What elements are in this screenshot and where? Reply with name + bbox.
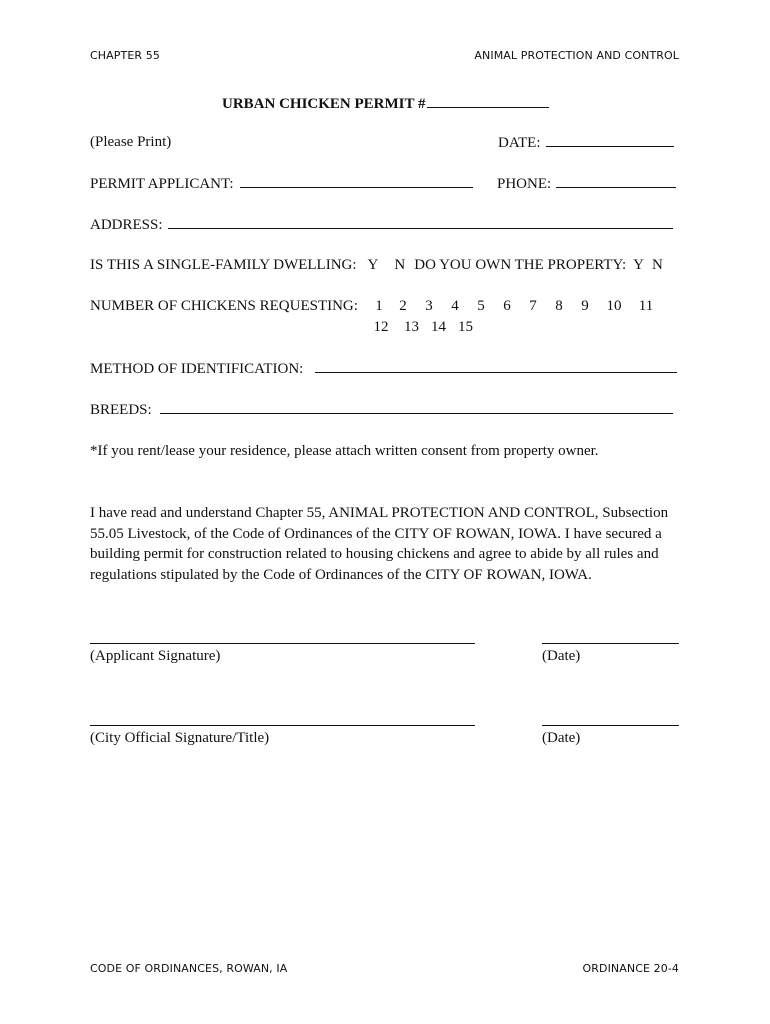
own-option-yes[interactable]: Y [633, 257, 644, 273]
chicken-option[interactable]: 6 [503, 298, 511, 314]
chicken-option[interactable]: 2 [399, 298, 407, 314]
address-row [90, 216, 673, 234]
chicken-option[interactable]: 9 [581, 298, 589, 314]
date-label: DATE: [498, 135, 541, 151]
applicant-signature-label: (Applicant Signature) [90, 648, 221, 664]
date-field[interactable] [546, 134, 674, 147]
statement-line: 55.05 Livestock, of the Code of Ordinances of the CITY OF ROWAN, IOWA. I have secured a [90, 525, 662, 542]
breeds-field[interactable] [160, 401, 673, 414]
rent-note: *If you rent/lease your residence, please attach written consent from property owner. [90, 443, 599, 459]
dwelling-row [90, 257, 663, 274]
chicken-option[interactable]: 1 [375, 298, 383, 314]
official-signature-label: (City Official Signature/Title) [90, 730, 270, 746]
chicken-options-row-2 [372, 319, 479, 336]
statement-paragraph [90, 503, 690, 585]
date-row [498, 134, 674, 152]
please-print-note: (Please Print) [90, 134, 172, 150]
official-date-label: (Date) [542, 730, 581, 746]
chicken-option[interactable]: 7 [529, 298, 537, 314]
identification-label: METHOD OF IDENTIFICATION: [90, 361, 304, 377]
chicken-option[interactable]: 4 [451, 298, 459, 314]
phone-row [497, 175, 676, 193]
chicken-option[interactable]: 13 [404, 319, 419, 335]
footer-code: CODE OF ORDINANCES, ROWAN, IA [90, 962, 288, 975]
statement-line: regulations stipulated by the Code of Ordinances of the CITY OF ROWAN, IOWA. [90, 566, 592, 583]
rent-note-row [90, 443, 599, 460]
chicken-options-row-1 [372, 298, 662, 315]
applicant-field[interactable] [240, 175, 473, 188]
header-section-title: ANIMAL PROTECTION AND CONTROL [474, 49, 679, 62]
official-signature-line[interactable] [90, 725, 475, 726]
own-question: DO YOU OWN THE PROPERTY: [414, 257, 627, 273]
permit-number-field[interactable] [427, 94, 549, 108]
own-option-no[interactable]: N [651, 257, 663, 273]
identification-field[interactable] [315, 360, 677, 373]
statement-line: I have read and understand Chapter 55, ANIMAL PROTECTION AND CONTROL, Subsection [90, 505, 669, 521]
chicken-option[interactable]: 15 [458, 319, 473, 335]
chickens-label: NUMBER OF CHICKENS REQUESTING: [90, 298, 358, 314]
applicant-row [90, 175, 473, 193]
identification-row [90, 360, 677, 378]
form-title-text: URBAN CHICKEN PERMIT # [222, 96, 426, 112]
phone-field[interactable] [556, 175, 676, 188]
applicant-signature-line[interactable] [90, 643, 475, 644]
form-title [222, 94, 562, 113]
chicken-option[interactable]: 8 [555, 298, 563, 314]
statement-line: building permit for construction related to housing chickens and agree to abide by all rules and [90, 546, 659, 562]
chicken-option[interactable]: 11 [638, 298, 654, 314]
chicken-option[interactable]: 14 [431, 319, 446, 335]
address-field[interactable] [168, 216, 673, 229]
footer-ordinance: ORDINANCE 20-4 [582, 962, 679, 975]
chicken-option[interactable]: 5 [477, 298, 485, 314]
breeds-label: BREEDS: [90, 402, 152, 418]
please-print-row [90, 134, 171, 151]
official-date-line[interactable] [542, 725, 679, 726]
applicant-label: PERMIT APPLICANT: [90, 176, 234, 192]
applicant-date-line[interactable] [542, 643, 679, 644]
dwelling-question: IS THIS A SINGLE-FAMILY DWELLING: [90, 257, 357, 273]
applicant-date-label: (Date) [542, 648, 581, 664]
dwelling-option-no[interactable]: N [394, 257, 406, 273]
dwelling-option-yes[interactable]: Y [367, 257, 379, 273]
phone-label: PHONE: [497, 176, 552, 192]
chicken-option[interactable]: 12 [373, 319, 389, 335]
breeds-row [90, 401, 673, 419]
header-chapter: CHAPTER 55 [90, 49, 160, 62]
address-label: ADDRESS: [90, 217, 163, 233]
chicken-option[interactable]: 3 [425, 298, 433, 314]
chicken-option[interactable]: 10 [606, 298, 622, 314]
chickens-row [90, 298, 358, 315]
